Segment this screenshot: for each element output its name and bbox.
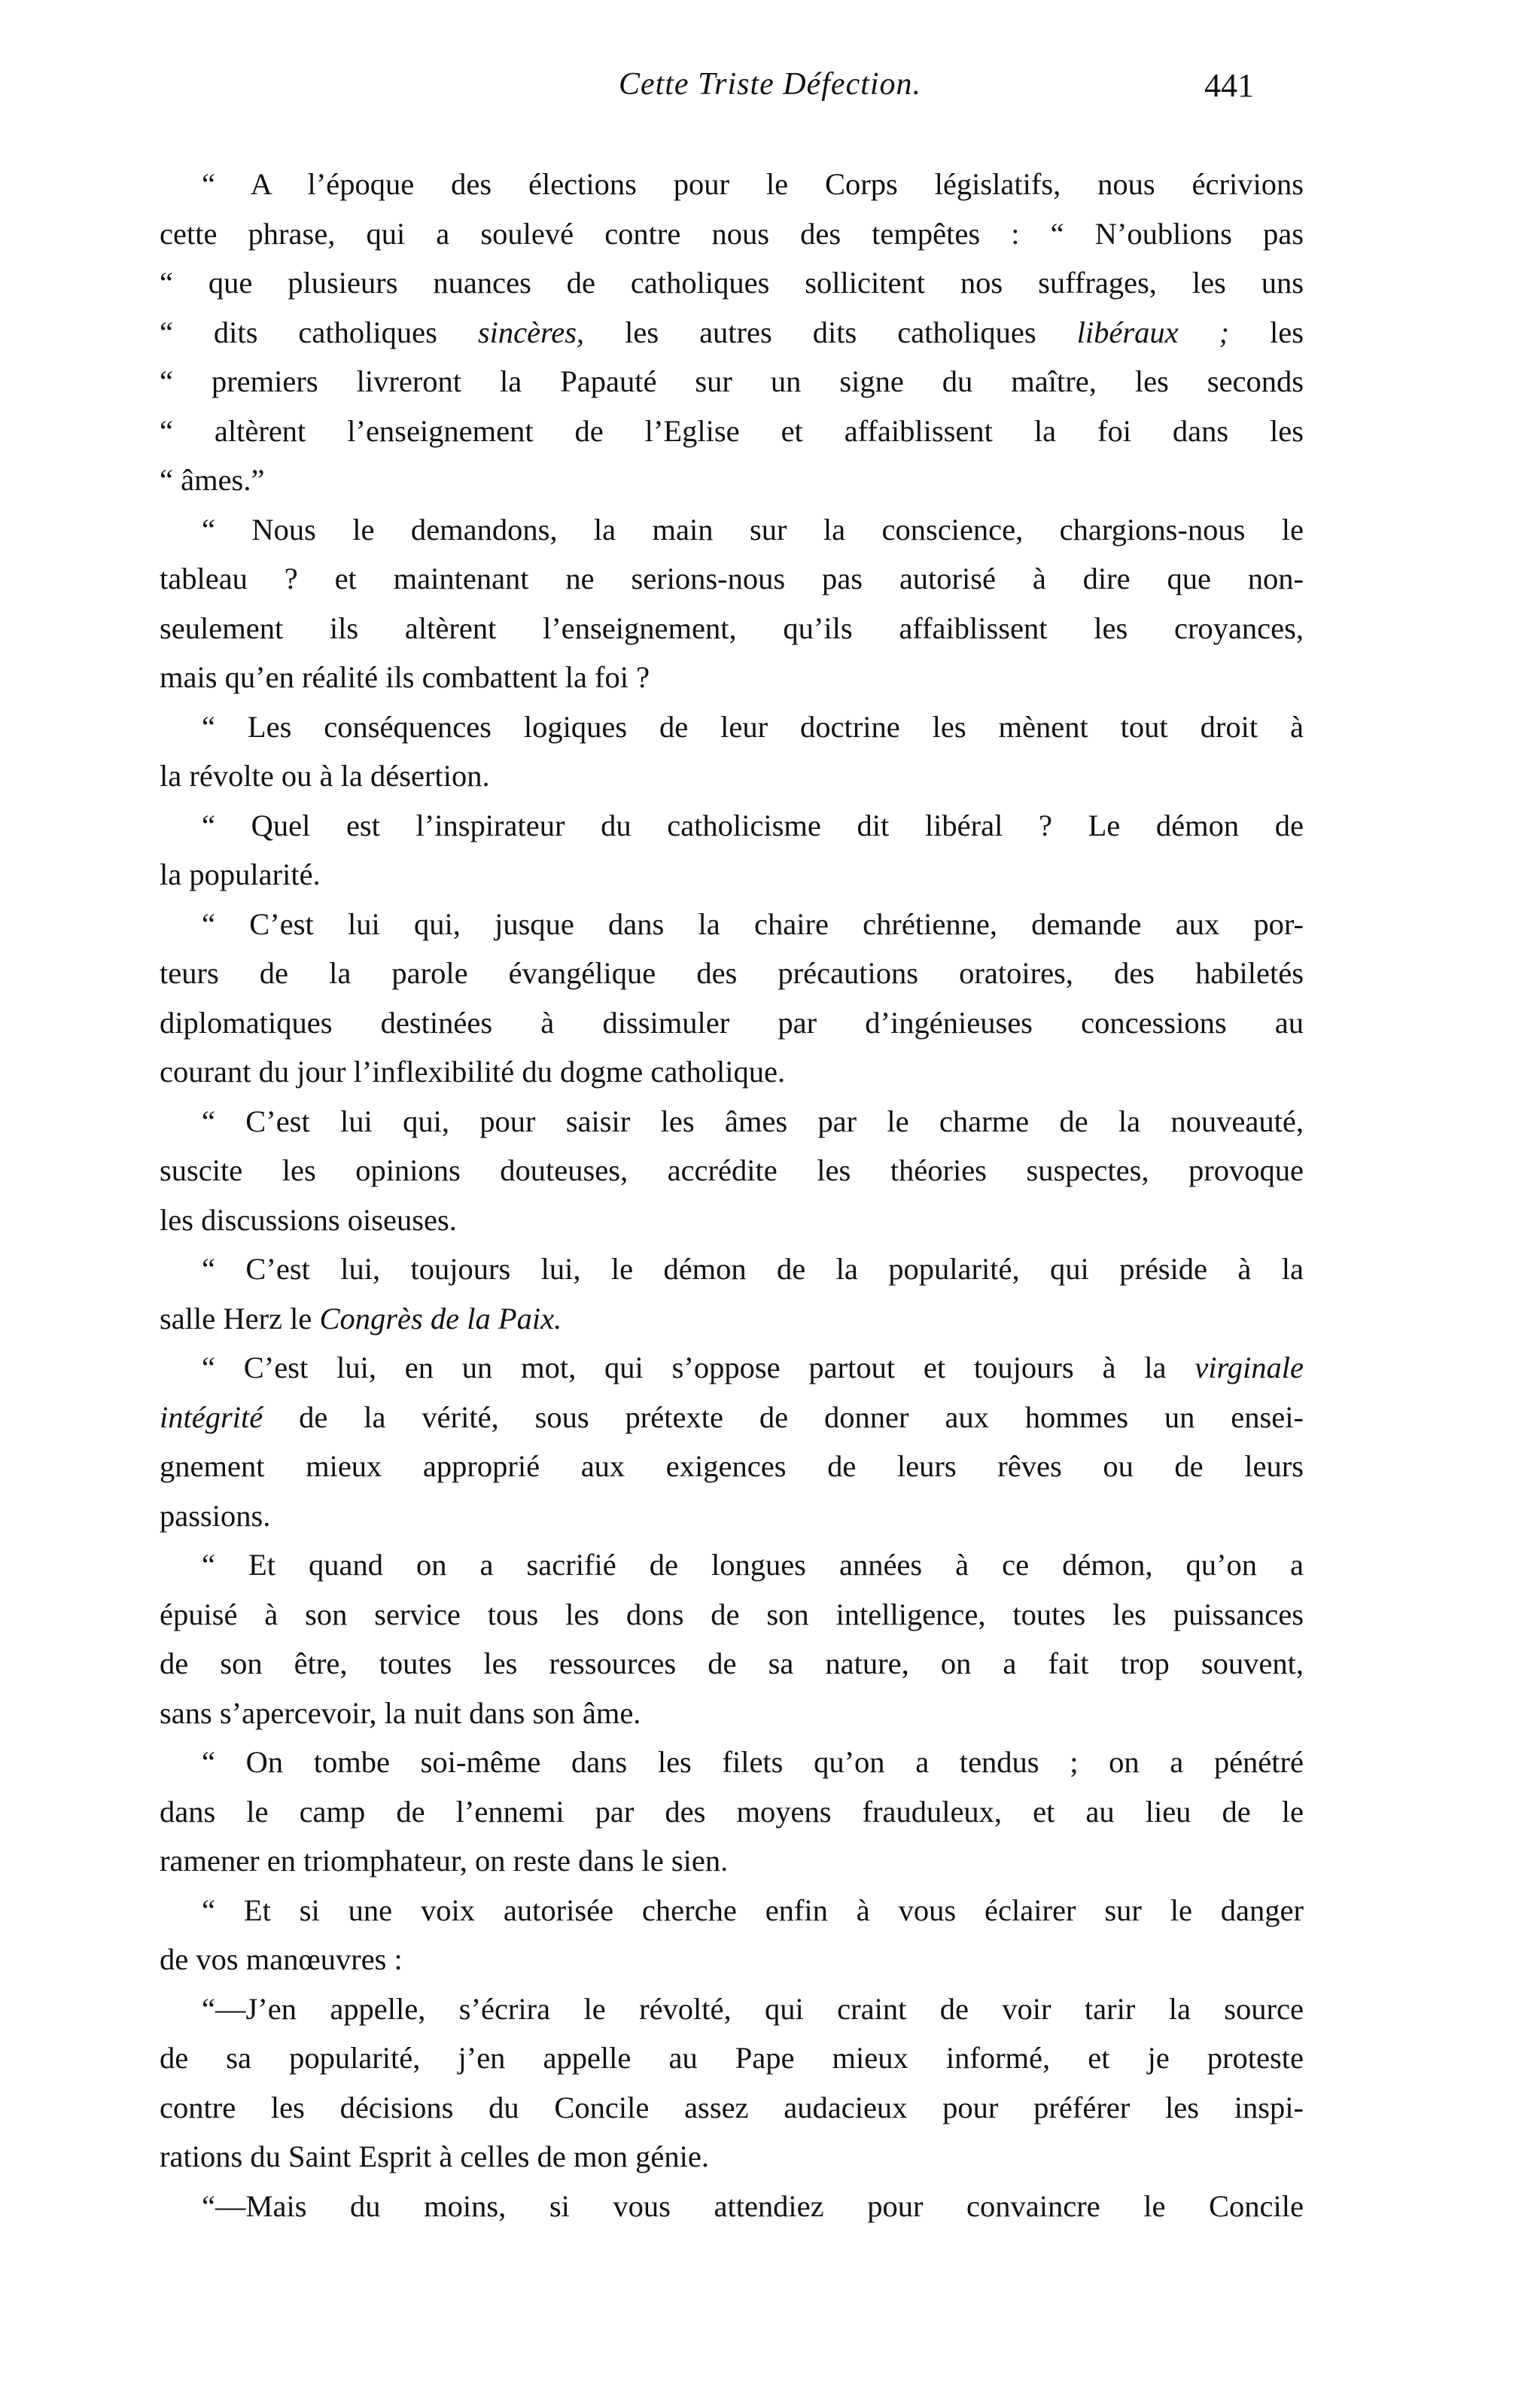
- text-line: “ C’est lui qui, pour saisir les âmes par le charme de la nouveauté,: [202, 1104, 1304, 1138]
- text-line: teurs de la parole évangélique des précautions oratoires, des habiletés: [160, 956, 1304, 990]
- text-line: rations du Saint Esprit à celles de mon génie.: [160, 2140, 709, 2173]
- text-line: “ On tombe soi-même dans les filets qu’on a tendus ; on a pénétré: [202, 1745, 1304, 1779]
- text-line: mais qu’en réalité ils combattent la foi ?: [160, 660, 650, 694]
- body-text: [160, 160, 1304, 2231]
- text-line: “ Quel est l’inspirateur du catholicisme dit libéral ? Le démon de: [202, 808, 1304, 842]
- text-line: “ C’est lui, toujours lui, le démon de la popularité, qui préside à la: [202, 1252, 1304, 1286]
- italic-word: libéraux ;: [1076, 315, 1230, 349]
- italic-word: virginale: [1195, 1351, 1304, 1384]
- text-line: de sa popularité, j’en appelle au Pape mieux informé, et je proteste: [160, 2041, 1304, 2075]
- text-line: “ dits catholiques sincères, les autres dits catholiques libéraux ; les: [160, 315, 1304, 349]
- text-line: “ C’est lui qui, jusque dans la chaire chrétienne, demande aux por-: [202, 906, 1304, 941]
- text-line: dans le camp de l’ennemi par des moyens frauduleux, et au lieu de le: [160, 1794, 1304, 1829]
- text-line: passions.: [160, 1498, 271, 1533]
- text-line: “ Les conséquences logiques de leur doctrine les mènent tout droit à: [202, 709, 1304, 744]
- italic-title: Congrès de la Paix.: [319, 1301, 562, 1336]
- text-line: seulement ils altèrent l’enseignement, qu’ils affaiblissent les croyances,: [160, 611, 1304, 645]
- text-line: cette phrase, qui a soulevé contre nous des tempêtes : “ N’oublions pas: [160, 216, 1304, 251]
- text-line: “ C’est lui, en un mot, qui s’oppose partout et toujours à la virginale: [202, 1351, 1304, 1384]
- text-line: “—Mais du moins, si vous attendiez pour convaincre le Concile: [202, 2188, 1304, 2223]
- text-line: “ altèrent l’enseignement de l’Eglise et affaiblissent la foi dans les: [160, 413, 1304, 448]
- text-line: de son être, toutes les ressources de sa nature, on a fait trop souvent,: [160, 1646, 1304, 1680]
- text-line: “ premiers livreront la Papauté sur un signe du maître, les seconds: [160, 364, 1304, 398]
- text-line: tableau ? et maintenant ne serions-nous pas autorisé à dire que non-: [160, 562, 1304, 595]
- text-line: la révolte ou à la désertion.: [160, 759, 490, 793]
- text-line: “—J’en appelle, s’écrira le révolté, qui craint de voir tarir la source: [202, 1991, 1304, 2026]
- text-line: “ Et quand on a sacrifié de longues années à ce démon, qu’on a: [202, 1548, 1304, 1582]
- italic-word: intégrité: [160, 1399, 263, 1434]
- text-line: diplomatiques destinées à dissimuler par d’ingénieuses concessions au: [160, 1005, 1304, 1040]
- text-line: épuisé à son service tous les dons de son intelligence, toutes les puissances: [160, 1597, 1304, 1631]
- text-line: gnement mieux approprié aux exigences de leurs rêves ou de leurs: [160, 1449, 1304, 1483]
- text-line: salle Herz le Congrès de la Paix.: [160, 1301, 562, 1336]
- running-title: Cette Triste Défection.: [618, 67, 922, 102]
- text-line: courant du jour l’inflexibilité du dogme catholique.: [160, 1055, 786, 1089]
- text-line: sans s’apercevoir, la nuit dans son âme.: [160, 1695, 641, 1730]
- text-line: suscite les opinions douteuses, accrédite les théories suspectes, provoque: [160, 1153, 1304, 1187]
- italic-word: sincères,: [477, 315, 585, 349]
- text-line: de vos manœuvres :: [160, 1942, 403, 1976]
- text-line: “ Nous le demandons, la main sur la conscience, chargions-nous le: [202, 512, 1304, 547]
- text-line: la popularité.: [160, 857, 321, 891]
- text-line: “ âmes.”: [160, 463, 265, 497]
- text-line: “ A l’époque des élections pour le Corps législatifs, nous écrivions: [202, 167, 1304, 201]
- text-line: les discussions oiseuses.: [160, 1202, 457, 1237]
- text-line: contre les décisions du Concile assez audacieux pour préférer les inspi-: [160, 2090, 1304, 2124]
- text-line: “ que plusieurs nuances de catholiques sollicitent nos suffrages, les uns: [160, 266, 1304, 300]
- page-number: 441: [1204, 67, 1254, 104]
- text-line: “ Et si une voix autorisée cherche enfin à vous éclairer sur le danger: [202, 1893, 1304, 1927]
- text-line: intégrité de la vérité, sous prétexte de donner aux hommes un ensei-: [160, 1399, 1304, 1434]
- text-line: ramener en triomphateur, on reste dans le sien.: [160, 1844, 729, 1878]
